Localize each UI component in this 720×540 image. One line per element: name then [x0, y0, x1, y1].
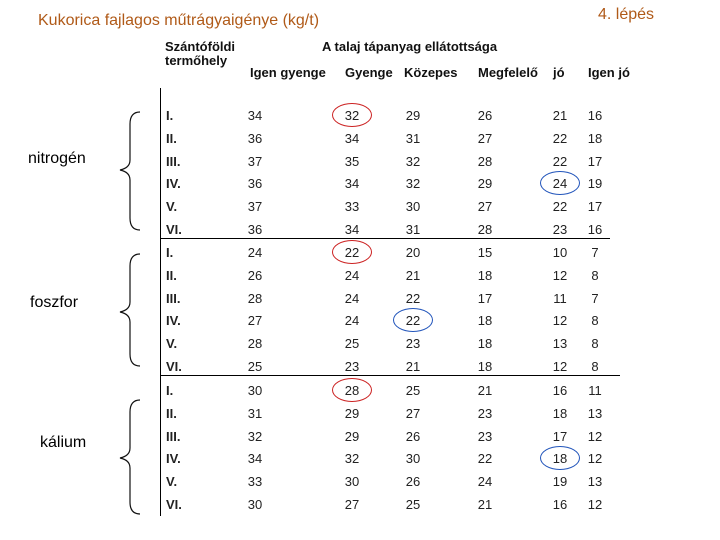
brace-kalium	[120, 400, 140, 514]
row-label: I.	[166, 245, 174, 260]
table-cell: 13	[587, 474, 603, 490]
table-cell: 31	[405, 130, 421, 146]
table-cell: 30	[344, 474, 360, 490]
table-cell: 21	[405, 359, 421, 374]
table-cell: 12	[552, 313, 568, 329]
table-cell: 22	[552, 153, 568, 169]
table-cell: 22	[477, 451, 493, 467]
col-header-kozepes: Közepes	[404, 65, 458, 80]
table-cell: 21	[405, 267, 421, 283]
table-cell: 17	[477, 290, 493, 306]
row-label: V.	[166, 336, 178, 352]
col-header-megfelelo: Megfelelő	[478, 65, 538, 80]
brace-nitrogen	[120, 112, 140, 230]
table-cell: 25	[344, 336, 360, 352]
table-cell: 12	[587, 451, 603, 467]
row-label: III.	[166, 428, 181, 444]
table-cell: 30	[405, 451, 421, 467]
table-cell: 29	[344, 405, 360, 421]
table-cell: 18	[477, 267, 493, 283]
table-cell: 23	[344, 359, 360, 374]
table-cell: 25	[247, 359, 263, 374]
row-label: II.	[166, 405, 177, 421]
table-cell: 24	[344, 290, 360, 306]
table-cell: 23	[477, 428, 493, 444]
table-cell: 19	[587, 176, 603, 192]
group-label-kalium: kálium	[40, 434, 87, 451]
table-cell: 32	[247, 428, 263, 444]
table-cell: 13	[552, 336, 568, 352]
group-divider-1	[160, 238, 610, 239]
table-cell: 8	[591, 313, 599, 329]
table-cell: 32	[344, 451, 360, 467]
table-cell: 28	[477, 153, 493, 169]
table-cell: 19	[552, 474, 568, 490]
table-cell: 27	[477, 199, 493, 215]
row-label: V.	[166, 199, 178, 215]
table-cell: 16	[552, 497, 568, 512]
table-cell: 27	[247, 313, 263, 329]
table-cell: 31	[405, 222, 421, 237]
highlight-circle	[540, 446, 580, 470]
table-cell: 33	[344, 199, 360, 215]
table-cell: 36	[247, 130, 263, 146]
table-cell: 36	[247, 176, 263, 192]
table-cell: 8	[591, 336, 599, 352]
table-cell: 12	[587, 497, 603, 512]
table-cell: 30	[405, 199, 421, 215]
table-cell: 22	[344, 245, 360, 260]
row-label: IV.	[166, 176, 181, 192]
site-label-line-2: termőhely	[165, 53, 228, 68]
group-divider-2	[160, 375, 620, 376]
row-label: I.	[166, 108, 174, 123]
highlight-circle	[332, 240, 372, 264]
table-cell: 22	[552, 130, 568, 146]
table-cell: 24	[477, 474, 493, 490]
table-cell: 30	[247, 383, 263, 398]
table-cell: 25	[405, 383, 421, 398]
table-cell: 11	[588, 383, 602, 398]
table-cell: 20	[405, 245, 421, 260]
site-label-line-1: Szántóföldi	[165, 39, 236, 54]
step-label: 4. lépés	[598, 6, 655, 23]
table-cell: 33	[247, 474, 263, 490]
table-cell: 11	[553, 290, 567, 306]
table-cell: 15	[477, 245, 493, 260]
table-cell: 28	[477, 222, 493, 237]
table-cell: 8	[591, 359, 599, 374]
table-cell: 18	[587, 130, 603, 146]
table-cell: 21	[477, 497, 493, 512]
table-cell: 16	[587, 222, 603, 237]
brace-foszfor	[120, 254, 140, 366]
row-label: III.	[166, 290, 181, 306]
table-cell: 26	[477, 108, 493, 123]
highlight-circle	[332, 378, 372, 402]
table-cell: 18	[552, 451, 568, 467]
table-cell: 21	[477, 383, 493, 398]
row-label: VI.	[166, 497, 182, 512]
table-cell: 27	[405, 405, 421, 421]
table-cell: 37	[247, 199, 263, 215]
table-cell: 22	[405, 313, 421, 329]
row-label: II.	[166, 267, 177, 283]
table-cell: 29	[477, 176, 493, 192]
table-cell: 12	[552, 267, 568, 283]
table-cell: 27	[344, 497, 360, 512]
table-cell: 25	[405, 497, 421, 512]
highlight-circle	[332, 103, 372, 127]
table-cell: 30	[247, 497, 263, 512]
table-cell: 26	[405, 428, 421, 444]
table-cell: 37	[247, 153, 263, 169]
table-cell: 28	[247, 290, 263, 306]
table-cell: 23	[405, 336, 421, 352]
table-cell: 16	[552, 383, 568, 398]
table-cell: 36	[247, 222, 263, 237]
highlight-circle	[540, 171, 580, 195]
table-cell: 32	[405, 176, 421, 192]
table-cell: 31	[247, 405, 263, 421]
row-label: III.	[166, 153, 181, 169]
table-cell: 35	[344, 153, 360, 169]
col-header-igen-gyenge: Igen gyenge	[250, 65, 326, 80]
table-cell: 22	[405, 290, 421, 306]
table-cell: 24	[344, 267, 360, 283]
table-cell: 18	[477, 336, 493, 352]
supply-label: A talaj tápanyag ellátottsága	[322, 39, 498, 54]
table-cell: 24	[552, 176, 568, 192]
row-label: V.	[166, 474, 178, 490]
table-cell: 29	[405, 108, 421, 123]
row-label: VI.	[166, 222, 182, 237]
col-header-jo: jó	[553, 65, 565, 80]
table-cell: 17	[587, 153, 603, 169]
page-title: Kukorica fajlagos műtrágyaigénye (kg/t)	[38, 12, 320, 29]
table-cell: 24	[344, 313, 360, 329]
table-cell: 34	[344, 130, 360, 146]
row-label: VI.	[166, 359, 182, 374]
table-cell: 22	[552, 199, 568, 215]
table-cell: 26	[247, 267, 263, 283]
table-cell: 34	[344, 176, 360, 192]
row-label: IV.	[166, 313, 181, 329]
table-cell: 28	[247, 336, 263, 352]
group-label-foszfor: foszfor	[30, 294, 79, 311]
group-label-nitrogen: nitrogén	[28, 150, 86, 167]
table-cell: 27	[477, 130, 493, 146]
table-cell: 23	[552, 222, 568, 237]
table-cell: 7	[591, 245, 599, 260]
table-cell: 16	[587, 108, 603, 123]
table-cell: 12	[552, 359, 568, 374]
table-cell: 17	[552, 428, 568, 444]
row-label: IV.	[166, 451, 181, 467]
table-cell: 10	[552, 245, 568, 260]
table-cell: 8	[591, 267, 599, 283]
table-cell: 23	[477, 405, 493, 421]
table-left-border	[160, 88, 161, 516]
table-cell: 12	[587, 428, 603, 444]
table-cell: 24	[247, 245, 263, 260]
table-cell: 26	[405, 474, 421, 490]
site-label	[165, 40, 235, 68]
table-cell: 21	[552, 108, 568, 123]
table-cell: 32	[344, 108, 360, 123]
table-cell: 34	[247, 451, 263, 467]
table-cell: 13	[587, 405, 603, 421]
row-label: II.	[166, 130, 177, 146]
table-cell: 29	[344, 428, 360, 444]
table-cell: 18	[477, 313, 493, 329]
row-label: I.	[166, 383, 174, 398]
table-cell: 34	[247, 108, 263, 123]
table-cell: 7	[591, 290, 599, 306]
table-cell: 32	[405, 153, 421, 169]
table-cell: 28	[344, 383, 360, 398]
table-cell: 18	[477, 359, 493, 374]
group-braces	[112, 108, 152, 518]
col-header-igen-jo: Igen jó	[588, 65, 630, 80]
highlight-circle	[393, 308, 433, 332]
table-cell: 18	[552, 405, 568, 421]
col-header-gyenge: Gyenge	[345, 65, 393, 80]
table-cell: 34	[344, 222, 360, 237]
table-cell: 17	[587, 199, 603, 215]
